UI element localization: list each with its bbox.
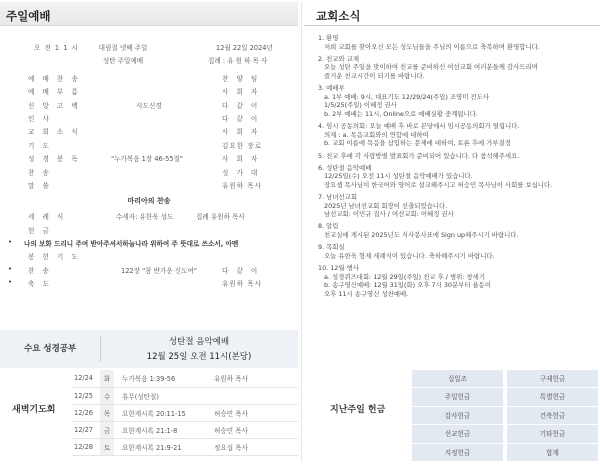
news-item-title: 9. 목회실 [318,243,345,252]
news-item-line: 오후 11시 송구영신 성찬예배. [324,289,409,298]
news-item-line: 2025년 남녀선교회 회장이 선출되었습니다. [324,201,448,210]
news-item [318,34,596,51]
baptism-row [0,209,298,222]
news-item-line: 남선교회: 이민규 집사 / 여선교회: 이혜정 권사 [324,210,454,219]
news-item [318,264,596,298]
special-divider [100,336,101,362]
order-item: 봉 헌 기 도 [28,253,81,262]
order-item: 찬 송 [28,266,52,275]
dawn-preacher: 허승민 목사 [210,422,298,439]
offering-cell: 선교헌금 [412,425,503,443]
news-item [318,243,596,260]
news-item [318,193,596,219]
dawn-weekday: 화 [100,370,114,387]
news-item [318,55,596,81]
news-item-title: 6. 성탄절 음악예배 [318,163,372,172]
order-item: 말 씀 [28,181,52,190]
order-leader: 유원하 목사 [222,181,262,190]
special-event-title: 성탄절 음악예배 [168,337,230,347]
dawn-scripture: 요한계시록 21:1-8 [114,422,210,439]
order-row [0,151,298,164]
news-section-header: 교회소식 [304,2,600,26]
news-item-line: 친교실에 게시된 2025년도 식사봉사표에 Sign up해주시기 바랍니다. [324,231,519,240]
order-row [0,111,298,124]
dawn-weekday: 목 [100,404,114,421]
dawn-date: 12/27 [72,422,100,439]
order-item: 축 도 [28,280,52,289]
service-date: 12월 22일 2024년 [216,44,273,52]
dawn-preacher: 유원하 목사 [210,370,298,387]
news-item [318,152,596,161]
news-item-title: 3. 예배부 [318,84,345,93]
order-item: 찬 송 [28,168,52,177]
service-time: 오 전 1 1 시 [34,44,79,52]
news-item-line: 저희 교회를 찾아오신 모든 성도님들을 주님의 이름으로 축복하며 환영합니다. [324,42,540,51]
dawn-prayer-table [72,370,298,456]
order-row [0,263,298,276]
offering-prayer-note: 나의 보화 드리니 주여 받아주셔서하늘나라 위하여 주 뜻대로 쓰소서, 아멘 [24,240,239,249]
news-item-line: 장요셉 목사님이 한국어와 영어로 설교해주시고 허승민 목사님이 사회를 보십니다. [324,180,553,189]
news-item-line: b. 송구영신예배: 12월 31일(화) 오후 7시 30분부터 율동이 [324,281,492,290]
offering-row [0,223,298,236]
news-item-line: 1/5/25(주일) 이혜정 권사 [324,101,397,110]
offering-cell: 십일조 [412,370,503,388]
order-meta-row [0,53,298,66]
offering-summary-label: 지난주일 헌금 [330,405,386,415]
table-row [72,404,298,421]
dawn-weekday: 수 [100,387,114,404]
order-row [0,165,298,178]
order-leader: 사 회 자 [222,88,261,97]
order-item: 예 배 부 름 [28,88,81,97]
table-row [72,439,298,456]
news-item [318,84,596,118]
offering-cell: 합계 [507,444,598,462]
news-item-line: 의제 : a. 목음교회와의 연합에 대하여 [324,130,429,139]
worship-section-header: 주일예배 [0,2,298,26]
offering-cell: 특별헌금 [507,388,598,406]
news-item [318,122,596,148]
order-leader: 사 회 자 [222,128,261,137]
table-row [72,370,298,387]
news-item-title: 8. 알림 [318,222,339,231]
bullet-icon: • [8,278,13,287]
order-row [0,249,298,262]
news-item-title: 7. 남녀선교회 [318,193,357,202]
dawn-weekday: 토 [100,439,114,456]
order-leader: 사 회 자 [222,155,261,164]
news-item-title: 4. 임시 공동의회: 오늘 예배 후 바로 본당에서 임시공동의회가 열립니다. [318,122,520,131]
liturgical-week: 대림절 넷째 주일 [98,44,148,52]
news-item-line: b. 교회 이름에 목음을 삽입하는 문제에 대하여, 토론 후에 가부결정 [324,139,511,148]
order-item: 예 배 찬 송 [28,74,81,83]
offering-cell: 지정헌금 [412,444,503,462]
news-item-line: 오늘 성탄 주일을 맞이하여 친교를 준비하신 여선교회 여러분들께 감사드리며 [324,63,538,72]
offering-cell: 감사헌금 [412,407,503,425]
order-leader: 찬 양 팀 [222,74,261,83]
order-item: 교 회 소 식 [28,128,81,137]
column-divider [301,2,302,462]
bible-study-label: 수요 성경공부 [24,344,77,354]
news-item-title: 10. 12월 행사 [318,264,359,272]
news-item [318,222,596,239]
order-leader: 다 같 이 [222,266,261,275]
offering-grid [412,370,598,462]
order-row [0,84,298,97]
offering-cell: 기타헌금 [507,425,598,443]
baptism-candidate: 수세자: 유한욱 성도 [116,213,174,222]
table-row [72,422,298,439]
offering-cell: 주일헌금 [412,388,503,406]
order-item: 헌 금 [28,226,52,235]
special-event-box [0,330,298,368]
order-row [0,98,298,111]
offering-cell: 구제헌금 [507,370,598,388]
news-item [318,164,596,190]
dawn-preacher: 허승민 목사 [210,404,298,421]
dawn-prayer-label: 새벽기도회 [12,405,56,415]
order-meta-row [0,40,298,53]
officiant: 집례 : 유 원 하 목 사 [208,57,268,66]
news-list [318,34,596,302]
news-item-line: a. 1부 예배: 9시, 대표기도 12/29/24(주일) 조영미 전도사 [324,92,489,101]
order-row [0,178,298,191]
order-row [0,71,298,84]
dawn-scripture: 요한계시록 21:9-21 [114,439,210,456]
order-leader: 다 같 이 [222,114,261,123]
bullet-icon: • [8,264,13,273]
dawn-preacher: 정요섭 목사 [210,439,298,456]
order-item: 기 도 [28,141,52,150]
offering-note-row [0,236,298,249]
order-leader: 유원하 목사 [222,280,262,289]
dawn-weekday: 금 [100,422,114,439]
order-item: 세 례 식 [28,213,67,222]
news-item-line: 즐거운 친교시간이 되기를 바랍니다. [324,71,425,80]
dawn-date: 12/28 [72,439,100,456]
offering-cell: 건축헌금 [507,407,598,425]
table-row [72,387,298,404]
dawn-preacher [210,387,298,404]
bullet-icon: • [8,238,13,247]
order-row [0,124,298,137]
mary-song-row [0,191,298,209]
special-event-date: 12월 25일 오전 11시(본당) [146,352,252,362]
order-row [0,138,298,151]
order-row [0,276,298,289]
news-item-line: a. 성경퀴즈대회: 12월 29일(주일) 친교 후 / 범위: 창세기 [324,272,486,281]
mary-song-title: 마리아의 찬송 [127,197,171,206]
baptism-officiant: 집례 유원하 목사 [196,213,245,222]
dawn-date: 12/26 [72,404,100,421]
worship-order [0,40,298,290]
scripture-reading: "누가복음 1장 46-55절" [111,155,183,164]
dawn-scripture: 요한계시록 20:11-15 [114,404,210,421]
news-item-line: b. 2부 예배는 11시, Online으로 예배실황 중계됩니다. [324,109,478,118]
closing-hymn: 122장 "참 반가운 신도여" [121,266,197,275]
news-item-line: 12/25일(수) 오전 11시 성탄절 음악예배가 있습니다. [324,172,473,181]
news-item-title: 2. 친교와 교제 [318,54,360,63]
order-item: 인 사 [28,114,52,123]
news-item-title: 5. 친교 후에 각 사랑방별 발표회가 준비되어 있습니다. 다 참석해주세요. [318,151,520,160]
dawn-scripture: 누가복음 1:39-56 [114,370,210,387]
order-detail: 사도신경 [136,101,162,110]
dawn-date: 12/25 [72,387,100,404]
dawn-date: 12/24 [72,370,100,387]
order-leader: 성 가 대 [222,168,261,177]
news-item-title: 1. 환영 [318,34,339,42]
order-item: 신 앙 고 백 [28,101,81,110]
order-item: 성 경 봉 독 [28,155,81,164]
order-leader: 김요한 장로 [222,141,262,150]
service-name: 성탄 주일예배 [102,57,144,66]
dawn-scripture: 휴무(성탄절) [114,387,210,404]
news-item-line: 오늘 유한욱 형제 세례식이 있습니다. 축하해주시기 바랍니다. [324,251,495,260]
order-leader: 다 같 이 [222,101,261,110]
